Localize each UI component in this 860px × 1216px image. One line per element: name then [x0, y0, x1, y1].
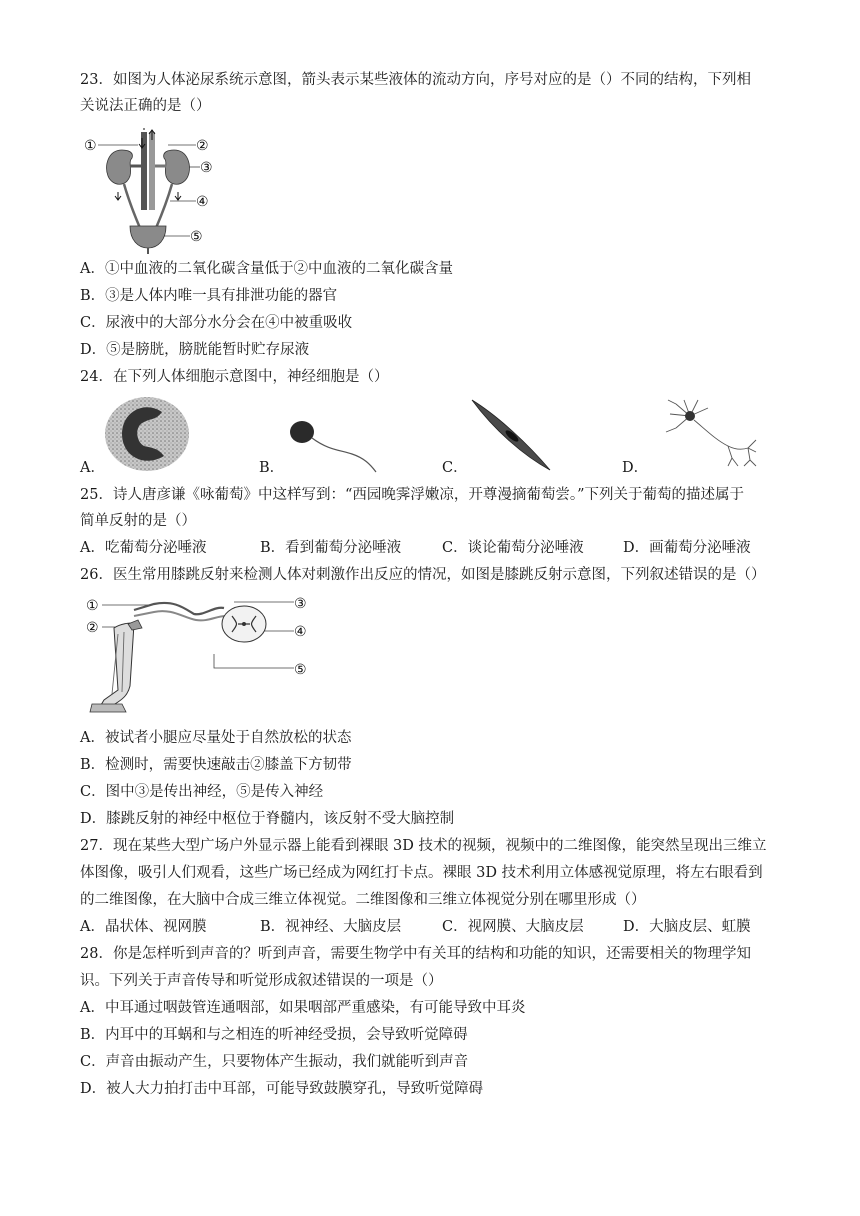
- foot: [90, 704, 126, 712]
- efferent-nerve: [134, 611, 226, 620]
- q25-stem-line-1: 25．诗人唐彦谦《咏葡萄》中这样写到：“西园晚霁浮嫩凉，开尊漫摘葡萄尝。”下列关于葡萄的描述属于: [80, 487, 745, 503]
- q23-option-a: A．①中血液的二氧化碳含量低于②中血液的二氧化碳含量: [80, 261, 453, 277]
- urinary-label-2: ②: [196, 138, 209, 154]
- urinary-system-diagram: [78, 128, 220, 254]
- q25-option-c: C．谈论葡萄分泌唾液: [442, 540, 584, 556]
- urinary-label-4: ④: [196, 194, 209, 210]
- right-kidney: [164, 150, 190, 184]
- reflex-label-1: ①: [86, 598, 99, 614]
- urinary-label-1: ①: [84, 138, 97, 154]
- bladder: [130, 226, 166, 248]
- left-kidney: [107, 150, 133, 184]
- q27-option-a: A．晶状体、视网膜: [80, 919, 207, 935]
- q27-options: [80, 917, 800, 937]
- muscle-cell-image: [468, 396, 554, 474]
- knee-jerk-reflex-diagram: [84, 594, 324, 720]
- reflex-label-3: ③: [294, 596, 307, 612]
- q24-option-a: A．: [80, 460, 105, 476]
- q24-stem: 24．在下列人体细胞示意图中，神经细胞是（）: [80, 369, 389, 385]
- q25-option-a: A．吃葡萄分泌唾液: [80, 540, 207, 556]
- q27-option-c: C．视网膜、大脑皮层: [442, 919, 584, 935]
- white-blood-cell-image: [104, 396, 190, 472]
- q23-stem-line-2: 关说法正确的是（）: [80, 98, 211, 114]
- q25-stem-line-2: 简单反射的是（）: [80, 513, 196, 529]
- q27-stem-line-3: 的二维图像，在大脑中合成三维立体视觉。二维图像和三维立体视觉分别在哪里形成（）: [80, 892, 646, 908]
- q25-options: [80, 538, 800, 558]
- q27-stem-line-1: 27．现在某些大型广场户外显示器上能看到裸眼 3D 技术的视频，视频中的二维图像，能突然呈现出三维立: [80, 838, 767, 854]
- q26-option-c: C．图中③是传出神经，⑤是传入神经: [80, 784, 324, 800]
- q27-option-b: B．视神经、大脑皮层: [260, 919, 402, 935]
- q26-option-b: B．检测时，需要快速敲击②膝盖下方韧带: [80, 757, 352, 773]
- q25-option-d: D．画葡萄分泌唾液: [623, 540, 751, 556]
- right-ureter: [156, 184, 172, 228]
- q23-option-d: D．⑤是膀胱，膀胱能暂时贮存尿液: [80, 342, 310, 358]
- q27-option-d: D．大脑皮层、虹膜: [623, 919, 751, 935]
- left-ureter: [124, 184, 140, 228]
- q23-option-c: C．尿液中的大部分水分会在④中被重吸收: [80, 315, 353, 331]
- urinary-label-3: ③: [200, 160, 213, 176]
- q26-stem: 26．医生常用膝跳反射来检测人体对刺激作出反应的情况，如图是膝跳反射示意图，下列叙述错误的是（）: [80, 567, 766, 583]
- lower-leg: [98, 623, 134, 710]
- q27-stem-line-2: 体图像，吸引人们观看，这些广场已经成为网红打卡点。裸眼 3D 技术利用立体感视觉原理，将左右眼看到: [80, 865, 763, 881]
- q28-stem-line-1: 28．你是怎样听到声音的？听到声音，需要生物学中有关耳的结构和功能的知识，还需要相关的物理学知: [80, 946, 751, 962]
- reflex-label-4: ④: [294, 624, 307, 640]
- q24-option-b: B．: [259, 460, 285, 476]
- urinary-label-5: ⑤: [190, 229, 203, 245]
- q28-option-d: D．被人大力拍打击中耳部，可能导致鼓膜穿孔，导致听觉障碍: [80, 1081, 484, 1097]
- q28-stem-line-2: 识。下列关于声音传导和听觉形成叙述错误的一项是（）: [80, 973, 443, 989]
- q28-option-b: B．内耳中的耳蜗和与之相连的听神经受损，会导致听觉障碍: [80, 1027, 468, 1043]
- neuron-image: [650, 394, 760, 474]
- sperm-cell-image: [284, 410, 384, 474]
- q28-option-c: C．声音由振动产生，只要物体产生振动，我们就能听到声音: [80, 1054, 469, 1070]
- q25-option-b: B．看到葡萄分泌唾液: [260, 540, 402, 556]
- aorta: [149, 132, 155, 210]
- q28-option-a: A．中耳通过咽鼓管连通咽部，如果咽部严重感染，有可能导致中耳炎: [80, 1000, 526, 1016]
- reflex-label-2: ②: [86, 620, 99, 636]
- q24-option-c: C．: [442, 460, 468, 476]
- q23-option-b: B．③是人体内唯一具有排泄功能的器官: [80, 288, 338, 304]
- q26-option-a: A．被试者小腿应尽量处于自然放松的状态: [80, 730, 352, 746]
- q23-stem-line-1: 23．如图为人体泌尿系统示意图，箭头表示某些液体的流动方向，序号对应的是（）不同的结构，下列相: [80, 72, 751, 88]
- q24-option-d: D．: [622, 460, 649, 476]
- q26-option-d: D．膝跳反射的神经中枢位于脊髓内，该反射不受大脑控制: [80, 811, 455, 827]
- reflex-label-5: ⑤: [294, 662, 307, 678]
